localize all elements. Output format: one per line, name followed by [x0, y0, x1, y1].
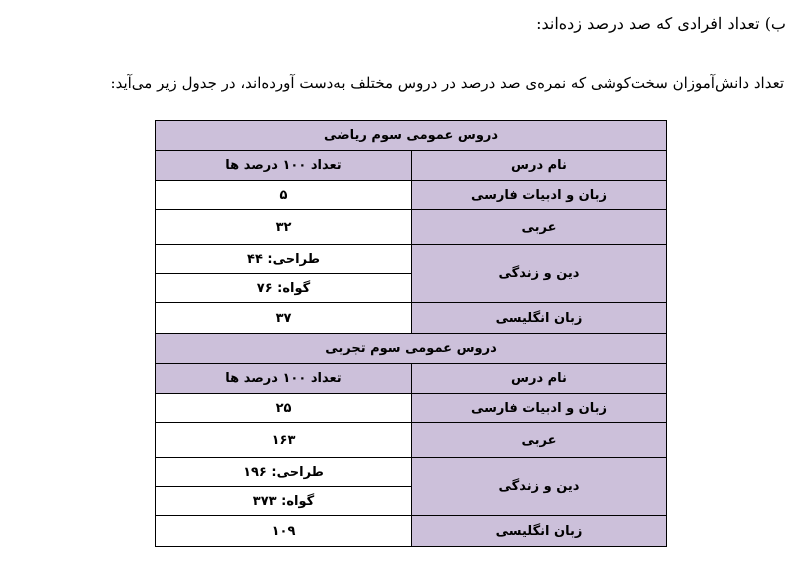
perfect-count: ۵: [156, 181, 412, 210]
subject-name: زبان و ادبیات فارسی: [412, 394, 667, 423]
perfect-count: ۳۷: [156, 303, 412, 334]
table-row: [156, 245, 667, 274]
perfect-count: ۳۲: [156, 210, 412, 245]
section-heading: ب) تعداد افرادی که صد درصد زده‌اند:: [536, 14, 786, 33]
perfect-count: ۱۶۳: [156, 423, 412, 458]
subject-name: عربی: [412, 210, 667, 245]
table-row: [156, 303, 667, 334]
intro-paragraph: تعداد دانش‌آموزان سخت‌کوشی که نمره‌ی صد درصد در دروس مختلف به‌دست آورده‌اند، در جدول زیر می‌آید:: [110, 74, 784, 92]
perfect-scores-table: [155, 120, 667, 547]
section-title-science: دروس عمومی سوم تجربی: [156, 334, 667, 364]
column-header-count: تعداد ۱۰۰ درصد ها: [156, 364, 412, 394]
column-header-count: تعداد ۱۰۰ درصد ها: [156, 151, 412, 181]
subject-name: زبان و ادبیات فارسی: [412, 181, 667, 210]
table-row: [156, 210, 667, 245]
perfect-count: ۱۰۹: [156, 516, 412, 547]
column-header-subject: نام درس: [412, 364, 667, 394]
subject-name: دین و زندگی: [412, 245, 667, 303]
subject-name: زبان انگلیسی: [412, 303, 667, 334]
section-title-math: دروس عمومی سوم ریاضی: [156, 121, 667, 151]
perfect-count-witness: گواه: ۳۷۳: [156, 487, 412, 516]
perfect-count-design: طراحی: ۴۴: [156, 245, 412, 274]
table-row: [156, 423, 667, 458]
table-row: [156, 516, 667, 547]
table-row: [156, 394, 667, 423]
perfect-count-witness: گواه: ۷۶: [156, 274, 412, 303]
subject-name: دین و زندگی: [412, 458, 667, 516]
subject-name: زبان انگلیسی: [412, 516, 667, 547]
table-row: [156, 181, 667, 210]
perfect-count: ۲۵: [156, 394, 412, 423]
perfect-count-design: طراحی: ۱۹۶: [156, 458, 412, 487]
column-header-subject: نام درس: [412, 151, 667, 181]
table-row: [156, 458, 667, 487]
subject-name: عربی: [412, 423, 667, 458]
